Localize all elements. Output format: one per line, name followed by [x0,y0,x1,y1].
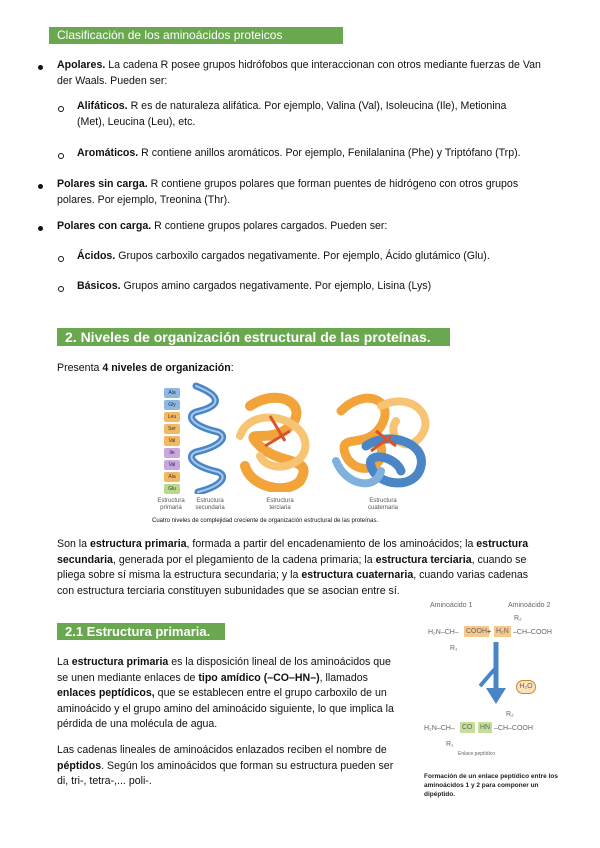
p-bold: estructura cuaternaria [301,569,414,581]
p-text: es la disposición lineal de los aminoácidos que se unen mediante enlaces de [57,656,391,684]
chain-bead: Ala [164,388,180,398]
product-left: H₂N–CH– [424,725,455,732]
text-polares-con: R contiene grupos polares cargados. Pueden ser: [151,220,388,232]
chain-bead: Val [164,460,180,470]
product-right: –CH–COOH [494,725,533,732]
plus-sign: + [487,629,492,636]
p-text: Son la [57,538,90,550]
intro-suffix: : [230,362,234,374]
p-bold: estructura primaria [71,656,169,668]
sub-bullet [58,106,64,112]
paragraph-niveles [57,537,545,599]
text-aromaticos: R contiene anillos aromáticos. Por ejemplo, Fenilalanina (Phe) y Triptófano (Trp). [138,147,521,159]
text-polares-sin: R contiene grupos polares que forman puentes de hidrógeno con otros grupos polares. Por ejemplo, Treonina (Thr). [57,178,519,206]
sub-bullet [58,256,64,262]
label-primaria: Estructura primaria [157,498,185,511]
p-bold: estructura primaria [89,538,187,550]
label-polares-con: Polares con carga. [57,220,152,232]
secondary-helix [188,382,228,494]
item-apolares [57,58,547,89]
diagram-caption: Formación de un enlace peptídico entre los aminoácidos 1 y 2 para componer un dipéptido. [424,773,558,798]
chain-bead: Ala [164,472,180,482]
text-basicos: Grupos amino cargados negativamente. Por ejemplo, Lisina (Lys) [120,280,432,292]
p-text: La [57,656,72,668]
bond-label: Enlace peptídico [458,751,495,757]
bullet [38,65,43,70]
label-aromaticos: Aromáticos. [77,147,139,159]
p-text: Las cadenas lineales de aminoácidos enlazados reciben el nombre de [57,744,387,756]
section-title-clasificacion: Clasificación de los aminoácidos proteicos [49,27,343,44]
paragraph-peptidos [57,743,405,790]
chain-bead: Val [164,436,180,446]
primary-chain [164,388,180,492]
p-bold: estructura secundaria [57,538,529,566]
bullet [38,226,43,231]
label-acidos: Ácidos. [77,250,116,262]
chain-bead: Gly [164,400,180,410]
sub-bullet [58,153,64,159]
p-bold: enlaces peptídicos, [57,687,155,699]
item-acidos [77,249,557,265]
section-title-estructura-primaria: 2.1 Estructura primaria. [57,623,225,640]
p-text: , cuando varias cadenas con estructura terciaria constituyen subunidades que se asocian entre sí. [57,569,529,597]
item-polares-con-carga [57,219,547,235]
p-text: , generada por el plegamiento de la cadena primaria; la [112,553,376,566]
p-bold: estructura terciaria [375,553,472,566]
label-aa1: Aminoácido 1 [430,602,473,609]
chain-bead: Glu [164,484,180,494]
item-aromaticos [77,146,557,162]
section-title-niveles: 2. Niveles de organización estructural de las proteínas. [57,328,450,346]
label-polares-sin: Polares sin carga. [57,178,148,190]
p-text: , formada a partir del encadenamiento de los aminoácidos; la [186,538,477,550]
intro-prefix: Presenta [57,362,103,374]
formula-left: H₂N–CH– [428,629,459,636]
h2n-box: H₂N [496,628,509,635]
p-bold: péptidos [57,759,102,772]
quaternary-assembly [326,386,438,492]
paragraph-estructura-primaria [57,655,405,733]
tertiary-fold [230,386,322,492]
r1-top: R₁ [450,645,458,652]
r1-bottom: R₁ [446,741,454,748]
sub-bullet [58,286,64,292]
co-box: CO [462,724,473,731]
p-text: , cuando se pliega sobre sí misma la estructura secundaria; y la [57,553,527,581]
p-text: , llamados [319,671,368,684]
item-alifaticos [77,99,537,130]
text-alifaticos: R es de naturaleza alifática. Por ejemplo, Valina (Val), Isoleucina (Ile), Metionina (Met), Leucina (Leu), etc. [77,100,507,128]
label-aa2: Aminoácido 2 [508,602,551,609]
chain-bead: Ile [164,448,180,458]
chain-bead: Leu [164,412,180,422]
p-bold: tipo amídico (–CO–HN–) [198,671,320,684]
label-secundaria: Estructura secundaria [195,498,225,511]
intro-bold: 4 niveles de organización [102,362,231,374]
label-alifaticos: Alifáticos. [77,100,128,112]
text-acidos: Grupos carboxilo cargados negativamente. Por ejemplo, Ácido glutámico (Glu). [115,250,490,262]
bullet [38,184,43,189]
formula-right: –CH–COOH [513,629,552,636]
label-apolares: Apolares. [57,59,106,71]
item-polares-sin-carga [57,177,547,208]
label-cuaternaria: Estructura cuaternaria [367,498,399,511]
water-badge: H₂O [516,680,536,694]
chain-bead: Ser [164,424,180,434]
r2-bottom: R₂ [506,711,514,718]
peptide-bond-diagram [418,600,568,808]
intro-niveles [57,361,457,377]
text-apolares: La cadena R posee grupos hidrófobos que interaccionan con otros mediante fuerzas de Van der Waals. Pueden ser: [57,59,541,87]
hn-box: HN [480,724,491,731]
label-terciaria: Estructura terciaria [266,498,294,511]
figure-caption: Cuatro niveles de complejidad creciente de organización estructural de las proteínas. [152,518,379,524]
r2-top: R₂ [514,615,522,622]
p-text: . Según los aminoácidos que forman su estructura pueden ser di, tri-, tetra-,... poli-. [57,759,394,787]
p-text: que se establecen entre el grupo carboxilo de un aminoácido y el grupo amino del aminoácido siguiente, lo que implica la pérdida de una molécula de agua. [57,687,394,730]
cooh-box: COOH [466,628,487,635]
label-basicos: Básicos. [77,280,121,292]
reaction-arrow [478,642,518,706]
item-basicos [77,279,557,295]
protein-structure-figure [152,382,440,532]
